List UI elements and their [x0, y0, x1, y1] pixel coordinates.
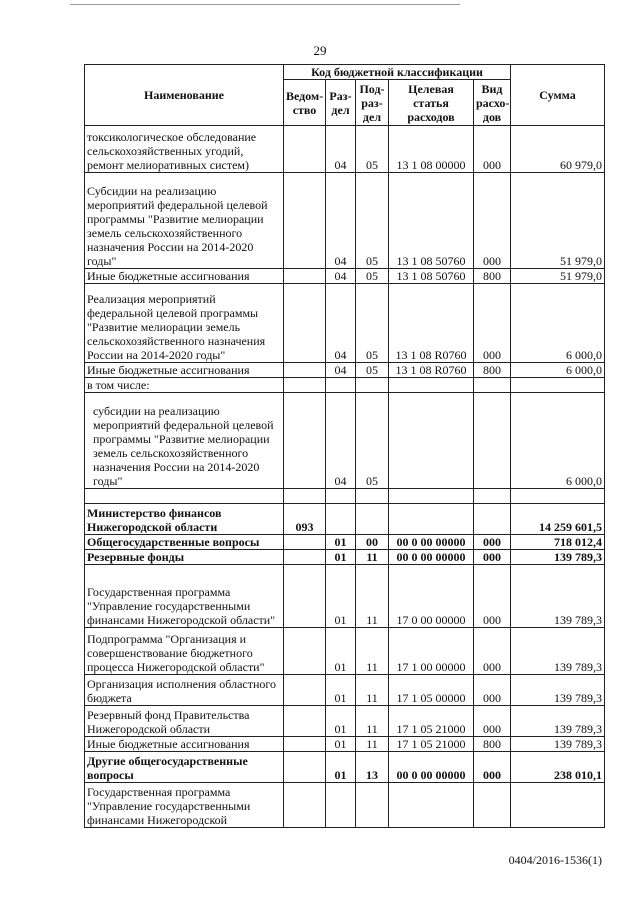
row-celevaya-cell: 17 0 00 00000 [389, 565, 474, 628]
row-celevaya-cell: 00 0 00 00000 [389, 535, 474, 550]
row-name-cell: Подпрограмма "Организация и совершенствование бюджетного процесса Нижегородской области" [85, 628, 284, 675]
row-sum-cell: 139 789,3 [511, 675, 605, 706]
row-podrazdel-cell: 00 [356, 535, 389, 550]
row-sum-cell: 139 789,3 [511, 565, 605, 628]
row-vid-cell: 000 [474, 173, 511, 269]
top-scan-rule [70, 4, 460, 5]
table-row [85, 628, 605, 675]
row-vid-cell [474, 783, 511, 828]
header-code-group: Код бюджетной классификации [284, 65, 511, 80]
row-razdel-cell: 04 [326, 363, 356, 378]
row-vedomstvo-cell [284, 489, 326, 504]
header-vedomstvo: Ведом-ство [284, 80, 326, 126]
header-razdel: Раз-дел [326, 80, 356, 126]
row-vedomstvo-cell [284, 737, 326, 752]
row-sum-cell: 51 979,0 [511, 269, 605, 284]
table-row [85, 535, 605, 550]
row-celevaya-cell: 00 0 00 00000 [389, 752, 474, 783]
row-sum-cell: 139 789,3 [511, 706, 605, 737]
row-podrazdel-cell: 05 [356, 393, 389, 489]
page-number: 29 [313, 43, 327, 58]
table-row [85, 378, 605, 393]
row-vid-cell [474, 504, 511, 535]
row-sum-cell: 60 979,0 [511, 126, 605, 173]
row-sum-cell: 6 000,0 [511, 284, 605, 363]
row-vedomstvo-cell [284, 628, 326, 675]
table-body [85, 126, 605, 828]
row-celevaya-cell: 17 1 00 00000 [389, 628, 474, 675]
row-podrazdel-cell: 05 [356, 173, 389, 269]
row-sum-cell: 6 000,0 [511, 363, 605, 378]
row-vid-cell: 000 [474, 706, 511, 737]
row-razdel-cell: 01 [326, 628, 356, 675]
row-sum-cell: 14 259 601,5 [511, 504, 605, 535]
row-vid-cell [474, 393, 511, 489]
row-name-cell: Государственная программа "Управление государственными финансами Нижегородской [85, 783, 284, 828]
table-row [85, 752, 605, 783]
row-razdel-cell: 01 [326, 535, 356, 550]
row-razdel-cell: 04 [326, 393, 356, 489]
row-vedomstvo-cell [284, 378, 326, 393]
table-row [85, 284, 605, 363]
row-name-cell: Организация исполнения областного бюджета [85, 675, 284, 706]
table-row [85, 126, 605, 173]
row-podrazdel-cell [356, 378, 389, 393]
row-podrazdel-cell: 05 [356, 269, 389, 284]
row-celevaya-cell: 13 1 08 00000 [389, 126, 474, 173]
row-vid-cell: 000 [474, 284, 511, 363]
row-podrazdel-cell: 05 [356, 284, 389, 363]
table-row [85, 706, 605, 737]
row-razdel-cell: 01 [326, 752, 356, 783]
row-celevaya-cell: 13 1 08 50760 [389, 173, 474, 269]
row-vedomstvo-cell [284, 173, 326, 269]
row-vedomstvo-cell [284, 363, 326, 378]
row-podrazdel-cell: 11 [356, 628, 389, 675]
row-razdel-cell: 04 [326, 284, 356, 363]
row-razdel-cell [326, 783, 356, 828]
row-sum-cell: 139 789,3 [511, 737, 605, 752]
table-row [85, 173, 605, 269]
row-podrazdel-cell: 11 [356, 706, 389, 737]
table-row [85, 489, 605, 504]
row-name-cell: Государственная программа "Управление государственными финансами Нижегородской области" [85, 565, 284, 628]
row-razdel-cell: 01 [326, 565, 356, 628]
row-podrazdel-cell: 11 [356, 737, 389, 752]
row-sum-cell [511, 783, 605, 828]
row-vid-cell: 800 [474, 269, 511, 284]
row-name-cell: Реализация мероприятий федеральной целевой программы "Развитие мелиорации земель сельскохозяйственного назначения России на 2014-2020 годы" [85, 284, 284, 363]
row-name-cell: Иные бюджетные ассигнования [85, 363, 284, 378]
row-razdel-cell: 01 [326, 737, 356, 752]
row-vedomstvo-cell [284, 126, 326, 173]
row-podrazdel-cell [356, 783, 389, 828]
row-vedomstvo-cell [284, 550, 326, 565]
row-celevaya-cell [389, 504, 474, 535]
row-vid-cell: 000 [474, 752, 511, 783]
row-name-cell: Иные бюджетные ассигнования [85, 737, 284, 752]
row-podrazdel-cell: 05 [356, 363, 389, 378]
row-vedomstvo-cell [284, 535, 326, 550]
row-podrazdel-cell: 13 [356, 752, 389, 783]
row-vid-cell: 800 [474, 363, 511, 378]
row-vedomstvo-cell [284, 675, 326, 706]
row-celevaya-cell [389, 783, 474, 828]
row-razdel-cell: 04 [326, 126, 356, 173]
row-name-cell: в том числе: [85, 378, 284, 393]
row-sum-cell: 6 000,0 [511, 393, 605, 489]
row-vid-cell: 000 [474, 535, 511, 550]
row-vedomstvo-cell [284, 706, 326, 737]
row-vedomstvo-cell [284, 752, 326, 783]
header-sum: Сумма [511, 65, 605, 126]
row-celevaya-cell [389, 393, 474, 489]
row-razdel-cell: 04 [326, 269, 356, 284]
header-name: Наименование [85, 65, 284, 126]
row-podrazdel-cell: 11 [356, 675, 389, 706]
row-celevaya-cell [389, 489, 474, 504]
row-sum-cell [511, 378, 605, 393]
row-razdel-cell: 01 [326, 675, 356, 706]
row-sum-cell: 718 012,4 [511, 535, 605, 550]
row-razdel-cell [326, 489, 356, 504]
table-row [85, 550, 605, 565]
row-name-cell: Министерство финансов Нижегородской области [85, 504, 284, 535]
table-row [85, 363, 605, 378]
row-vid-cell: 000 [474, 565, 511, 628]
row-razdel-cell: 04 [326, 173, 356, 269]
row-razdel-cell: 01 [326, 550, 356, 565]
row-razdel-cell [326, 378, 356, 393]
row-vedomstvo-cell [284, 783, 326, 828]
row-celevaya-cell: 17 1 05 21000 [389, 706, 474, 737]
row-name-cell: токсикологическое обследование сельскохозяйственных угодий, ремонт мелиоративных систем) [85, 126, 284, 173]
row-sum-cell: 139 789,3 [511, 550, 605, 565]
row-vid-cell: 000 [474, 675, 511, 706]
row-name-cell: субсидии на реализацию мероприятий федеральной целевой программы "Развитие мелиорации земель сельскохозяйственного назначения России на 2014-2020 годы" [85, 393, 284, 489]
row-vid-cell: 000 [474, 628, 511, 675]
row-podrazdel-cell [356, 489, 389, 504]
row-name-cell: Субсидии на реализацию мероприятий федеральной целевой программы "Развитие мелиорации земель сельскохозяйственного назначения России на 2014-2020 годы" [85, 173, 284, 269]
row-celevaya-cell: 00 0 00 00000 [389, 550, 474, 565]
table-row [85, 504, 605, 535]
row-name-cell: Общегосударственные вопросы [85, 535, 284, 550]
row-celevaya-cell: 13 1 08 50760 [389, 269, 474, 284]
row-podrazdel-cell: 11 [356, 550, 389, 565]
row-name-cell: Иные бюджетные ассигнования [85, 269, 284, 284]
row-podrazdel-cell: 05 [356, 126, 389, 173]
row-name-cell: Другие общегосударственные вопросы [85, 752, 284, 783]
row-razdel-cell: 01 [326, 706, 356, 737]
row-razdel-cell [326, 504, 356, 535]
row-vid-cell: 000 [474, 126, 511, 173]
row-vedomstvo-cell [284, 393, 326, 489]
row-vedomstvo-cell [284, 269, 326, 284]
table-header [85, 65, 605, 126]
row-podrazdel-cell: 11 [356, 565, 389, 628]
row-podrazdel-cell [356, 504, 389, 535]
header-celevaya: Целевая статья расходов [389, 80, 474, 126]
row-sum-cell: 51 979,0 [511, 173, 605, 269]
row-vedomstvo-cell [284, 284, 326, 363]
row-sum-cell: 238 010,1 [511, 752, 605, 783]
row-vid-cell [474, 489, 511, 504]
document-code: 0404/2016-1536(1) [508, 853, 602, 867]
row-vedomstvo-cell [284, 565, 326, 628]
row-celevaya-cell: 13 1 08 R0760 [389, 363, 474, 378]
row-vid-cell: 800 [474, 737, 511, 752]
row-sum-cell [511, 489, 605, 504]
row-vid-cell [474, 378, 511, 393]
row-name-cell: Резервные фонды [85, 550, 284, 565]
table-row [85, 269, 605, 284]
row-celevaya-cell: 17 1 05 21000 [389, 737, 474, 752]
row-vedomstvo-cell: 093 [284, 504, 326, 535]
table-row [85, 565, 605, 628]
header-podrazdel: Под-раз-дел [356, 80, 389, 126]
row-celevaya-cell: 13 1 08 R0760 [389, 284, 474, 363]
budget-table [84, 64, 605, 828]
row-name-cell: Резервный фонд Правительства Нижегородской области [85, 706, 284, 737]
header-vid: Вид расхо-дов [474, 80, 511, 126]
table-row [85, 393, 605, 489]
row-name-cell [85, 489, 284, 504]
row-sum-cell: 139 789,3 [511, 628, 605, 675]
table-row [85, 783, 605, 828]
table-row [85, 737, 605, 752]
table-row [85, 675, 605, 706]
row-celevaya-cell: 17 1 05 00000 [389, 675, 474, 706]
row-vid-cell: 000 [474, 550, 511, 565]
row-celevaya-cell [389, 378, 474, 393]
